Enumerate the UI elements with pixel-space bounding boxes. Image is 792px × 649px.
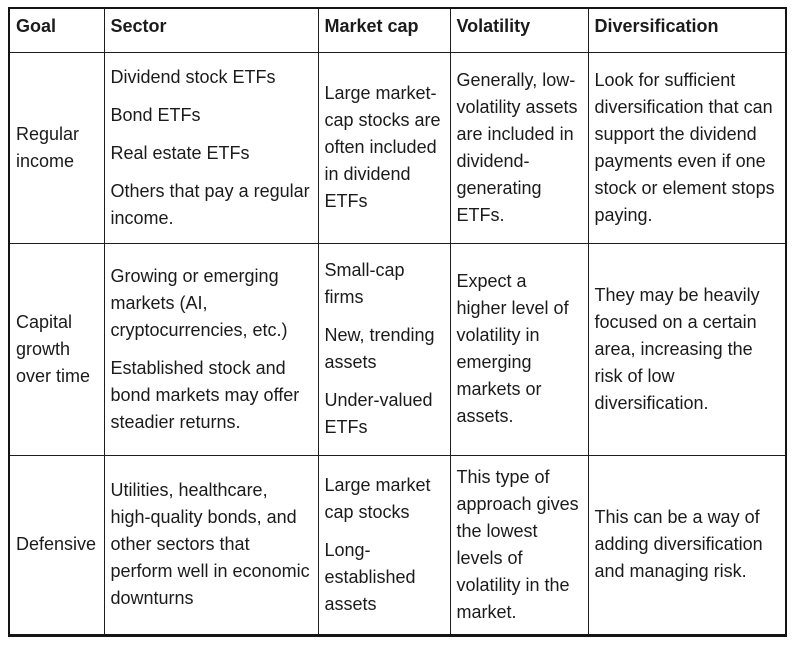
diversification-cell	[588, 243, 786, 455]
volatility-cell	[450, 455, 588, 635]
cell-paragraph: Established stock and bond markets may offer steadier returns.	[110, 357, 300, 432]
cell-paragraph: Large market cap stocks	[324, 474, 431, 522]
table-row-regular-income	[9, 52, 786, 243]
diversification-cell	[588, 455, 786, 635]
cell-paragraph: Generally, low-volatility assets are included in dividend-generating ETFs.	[456, 69, 578, 225]
cell-paragraph: Long-established assets	[324, 539, 416, 614]
cell-paragraph: Bond ETFs	[110, 104, 201, 125]
goal-cell: Capital growth over time	[9, 243, 104, 455]
cell-paragraph: This can be a way of adding diversification and managing risk.	[594, 507, 763, 581]
sector-cell	[104, 455, 318, 635]
col-header-market-cap: Market cap	[318, 8, 450, 52]
goal-cell: Regular income	[9, 52, 104, 243]
cell-paragraph: Under-valued ETFs	[324, 390, 433, 437]
sector-cell	[104, 243, 318, 455]
cell-paragraph: Expect a higher level of volatility in emerging markets or assets.	[456, 271, 569, 426]
cell-paragraph: They may be heavily focused on a certain area, increasing the risk of low diversification.	[594, 284, 760, 413]
col-header-volatility: Volatility	[450, 8, 588, 52]
cell-paragraph: This type of approach gives the lowest levels of volatility in the market.	[456, 466, 579, 622]
volatility-cell	[450, 52, 588, 243]
cell-paragraph: Small-cap firms	[324, 260, 405, 307]
market-cap-cell	[318, 455, 450, 635]
cell-paragraph: Large market-cap stocks are often included in dividend ETFs	[324, 83, 441, 211]
cell-paragraph: Dividend stock ETFs	[110, 66, 276, 87]
etf-investment-goals-table	[8, 7, 787, 637]
cell-paragraph: Growing or emerging markets (AI, cryptocurrencies, etc.)	[110, 265, 288, 340]
cell-paragraph: Utilities, healthcare, high-quality bonds, and other sectors that perform well in economic downturns	[110, 480, 310, 608]
table-row-capital-growth	[9, 243, 786, 455]
cell-paragraph: Look for sufficient diversification that can support the dividend payments even if one stock or element stops paying.	[594, 69, 775, 225]
table-header-row	[9, 8, 786, 52]
col-header-goal: Goal	[9, 8, 104, 52]
cell-paragraph: New, trending assets	[324, 325, 435, 372]
cell-paragraph: Others that pay a regular income.	[110, 180, 310, 228]
goal-cell: Defensive	[9, 455, 104, 635]
col-header-sector: Sector	[104, 8, 318, 52]
col-header-diversification: Diversification	[588, 8, 786, 52]
volatility-cell	[450, 243, 588, 455]
table-row-defensive	[9, 455, 786, 635]
market-cap-cell	[318, 52, 450, 243]
sector-cell	[104, 52, 318, 243]
market-cap-cell	[318, 243, 450, 455]
cell-paragraph: Real estate ETFs	[110, 142, 250, 163]
diversification-cell	[588, 52, 786, 243]
